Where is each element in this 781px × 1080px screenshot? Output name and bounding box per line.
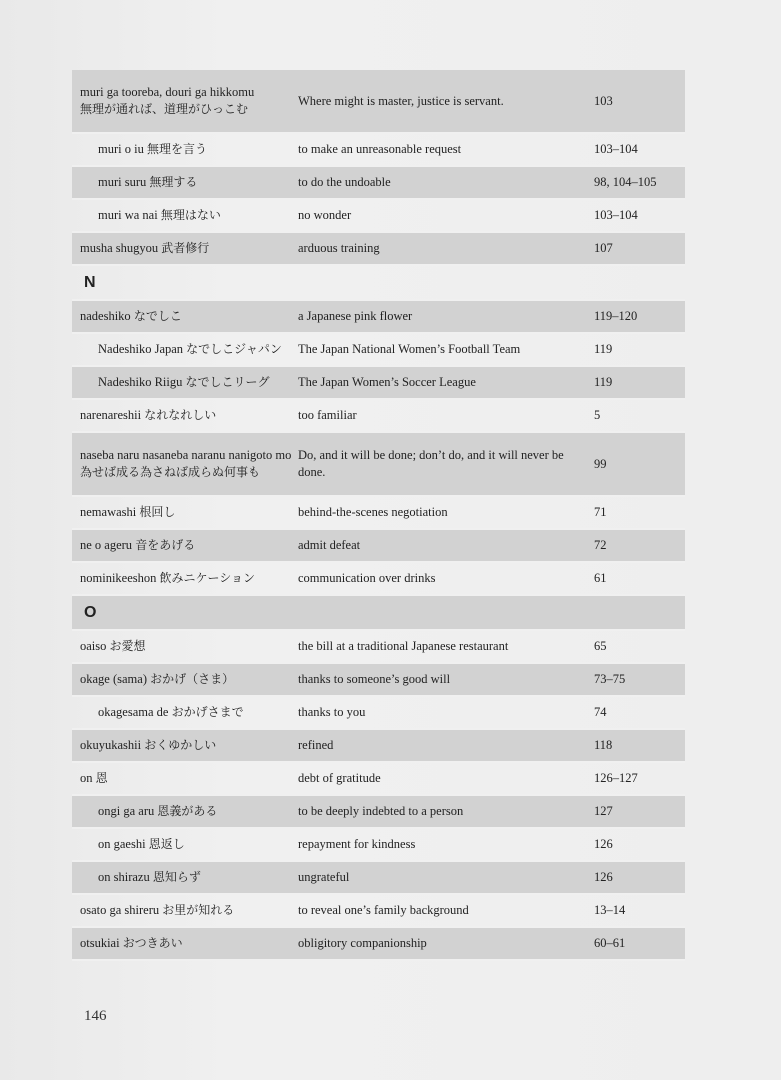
entry-japanese: お里が知れる bbox=[162, 903, 235, 917]
index-entry-row bbox=[72, 895, 685, 928]
entry-pages: 103–104 bbox=[594, 142, 638, 156]
entry-japanese: 為せば成る為さねば成らぬ何事も bbox=[80, 465, 261, 479]
entry-romaji: musha shugyou bbox=[80, 241, 159, 255]
entry-meaning: The Japan National Women’s Football Team bbox=[298, 342, 521, 356]
entry-romaji: muri ga tooreba, douri ga hikkomu bbox=[80, 85, 255, 99]
entry-term bbox=[72, 341, 298, 358]
entry-pages: 60–61 bbox=[594, 936, 626, 950]
index-entry-row bbox=[72, 763, 685, 796]
entry-japanese: 恩知らず bbox=[152, 870, 201, 884]
entry-pages: 126 bbox=[594, 870, 613, 884]
entry-meaning: repayment for kindness bbox=[298, 837, 416, 851]
index-entry-row bbox=[72, 167, 685, 200]
entry-japanese: おかげ（さま） bbox=[150, 672, 235, 686]
entry-meaning: too familiar bbox=[298, 408, 357, 422]
section-letter: O bbox=[72, 596, 685, 631]
entry-pages: 119 bbox=[594, 375, 613, 389]
entry-romaji: otsukiai bbox=[80, 936, 120, 950]
entry-pages: 98, 104–105 bbox=[594, 175, 657, 189]
entry-meaning: refined bbox=[298, 738, 334, 752]
entry-romaji: okagesama de bbox=[98, 705, 169, 719]
entry-romaji: osato ga shireru bbox=[80, 903, 160, 917]
entry-japanese: 恩義がある bbox=[157, 804, 218, 818]
entry-japanese: 無理はない bbox=[160, 208, 221, 222]
entry-romaji: okage (sama) bbox=[80, 672, 147, 686]
glossary-table bbox=[72, 70, 685, 961]
entry-pages: 72 bbox=[594, 538, 607, 552]
entry-pages: 5 bbox=[594, 408, 601, 422]
entry-meaning: Do, and it will be done; don’t do, and it will never be done. bbox=[298, 448, 564, 479]
entry-japanese: おつきあい bbox=[122, 936, 183, 950]
index-entry-row bbox=[72, 367, 685, 400]
entry-term bbox=[72, 836, 298, 853]
entry-japanese: なれなれしい bbox=[144, 408, 217, 422]
entry-pages: 65 bbox=[594, 639, 607, 653]
entry-pages: 103–104 bbox=[594, 208, 638, 222]
index-entry-row bbox=[72, 301, 685, 334]
entry-romaji: oaiso bbox=[80, 639, 107, 653]
index-entry-row bbox=[72, 334, 685, 367]
entry-japanese: 無理する bbox=[149, 175, 198, 189]
entry-meaning: debt of gratitude bbox=[298, 771, 381, 785]
entry-term bbox=[72, 504, 298, 521]
entry-meaning: behind-the-scenes negotiation bbox=[298, 505, 448, 519]
index-entry-row bbox=[72, 563, 685, 596]
entry-japanese: おかげさまで bbox=[171, 705, 244, 719]
entry-pages: 71 bbox=[594, 505, 607, 519]
entry-romaji: muri suru bbox=[98, 175, 147, 189]
entry-term bbox=[72, 240, 298, 257]
entry-meaning: obligitory companionship bbox=[298, 936, 427, 950]
entry-pages: 61 bbox=[594, 571, 607, 585]
entry-japanese: なでしこジャパン bbox=[186, 342, 282, 356]
entry-term bbox=[72, 671, 298, 688]
entry-romaji: naseba naru nasaneba naranu nanigoto mo bbox=[80, 448, 292, 462]
entry-meaning: ungrateful bbox=[298, 870, 350, 884]
entry-term bbox=[72, 174, 298, 191]
entry-meaning: Where might is master, justice is servant. bbox=[298, 93, 504, 108]
entry-term bbox=[72, 737, 298, 754]
entry-term bbox=[72, 935, 298, 952]
entry-term bbox=[72, 407, 298, 424]
entry-meaning: thanks to you bbox=[298, 705, 366, 719]
entry-pages: 126 bbox=[594, 837, 613, 851]
index-entry-row bbox=[72, 664, 685, 697]
index-entry-row bbox=[72, 928, 685, 961]
entry-romaji: okuyukashii bbox=[80, 738, 142, 752]
index-entry-row bbox=[72, 134, 685, 167]
entry-romaji: nadeshiko bbox=[80, 309, 131, 323]
entry-pages: 107 bbox=[594, 241, 613, 255]
entry-meaning: the bill at a traditional Japanese restaurant bbox=[298, 639, 509, 653]
entry-romaji: nemawashi bbox=[80, 505, 137, 519]
entry-term bbox=[72, 902, 298, 919]
index-entry-row bbox=[72, 829, 685, 862]
entry-japanese: なでしこリーグ bbox=[185, 375, 270, 389]
index-entry-row bbox=[72, 200, 685, 233]
section-letter: N bbox=[72, 266, 685, 301]
index-entry-row bbox=[72, 70, 685, 134]
entry-japanese: なでしこ bbox=[133, 309, 182, 323]
entry-pages: 119–120 bbox=[594, 309, 638, 323]
index-entry-row bbox=[72, 697, 685, 730]
entry-term bbox=[72, 141, 298, 158]
entry-japanese: お愛想 bbox=[109, 639, 146, 653]
entry-term bbox=[72, 803, 298, 820]
page-number: 146 bbox=[84, 1008, 107, 1024]
index-entry-row bbox=[72, 631, 685, 664]
entry-pages: 99 bbox=[594, 456, 607, 471]
entry-pages: 13–14 bbox=[594, 903, 626, 917]
entry-romaji: on bbox=[80, 771, 93, 785]
entry-term bbox=[72, 374, 298, 391]
entry-term bbox=[72, 207, 298, 224]
entry-term bbox=[72, 704, 298, 721]
index-entry-row bbox=[72, 433, 685, 497]
entry-japanese: 音をあげる bbox=[135, 538, 196, 552]
entry-pages: 127 bbox=[594, 804, 613, 818]
entry-term bbox=[72, 638, 298, 655]
entry-meaning: arduous training bbox=[298, 241, 380, 255]
index-entry-row bbox=[72, 497, 685, 530]
entry-japanese: 根回し bbox=[139, 505, 176, 519]
entry-pages: 119 bbox=[594, 342, 613, 356]
entry-term bbox=[72, 308, 298, 325]
entry-meaning: a Japanese pink flower bbox=[298, 309, 413, 323]
entry-meaning: admit defeat bbox=[298, 538, 361, 552]
entry-japanese: 武者修行 bbox=[161, 241, 210, 255]
index-entry-row bbox=[72, 400, 685, 433]
index-entry-row bbox=[72, 730, 685, 763]
entry-romaji: Nadeshiko Riigu bbox=[98, 375, 183, 389]
entry-term bbox=[72, 770, 298, 787]
entry-term bbox=[72, 570, 298, 587]
entry-romaji: Nadeshiko Japan bbox=[98, 342, 184, 356]
entry-term bbox=[72, 537, 298, 554]
entry-term bbox=[72, 447, 298, 481]
entry-romaji: on shirazu bbox=[98, 870, 150, 884]
entry-japanese: 無理を言う bbox=[146, 142, 207, 156]
entry-pages: 74 bbox=[594, 705, 607, 719]
entry-japanese: おくゆかしい bbox=[144, 738, 217, 752]
entry-meaning: to be deeply indebted to a person bbox=[298, 804, 464, 818]
index-entry-row bbox=[72, 530, 685, 563]
entry-romaji: nominikeeshon bbox=[80, 571, 157, 585]
entry-meaning: thanks to someone’s good will bbox=[298, 672, 451, 686]
entry-romaji: muri o iu bbox=[98, 142, 144, 156]
index-entry-row bbox=[72, 233, 685, 266]
entry-meaning: communication over drinks bbox=[298, 571, 436, 585]
entry-meaning: to reveal one’s family background bbox=[298, 903, 469, 917]
entry-japanese: 恩返し bbox=[148, 837, 185, 851]
entry-romaji: ongi ga aru bbox=[98, 804, 155, 818]
entry-romaji: ne o ageru bbox=[80, 538, 133, 552]
entry-term bbox=[72, 84, 298, 118]
entry-pages: 118 bbox=[594, 738, 613, 752]
entry-term bbox=[72, 869, 298, 886]
entry-japanese: 恩 bbox=[95, 771, 108, 785]
entry-pages: 73–75 bbox=[594, 672, 626, 686]
entry-meaning: The Japan Women’s Soccer League bbox=[298, 375, 476, 389]
entry-meaning: to do the undoable bbox=[298, 175, 391, 189]
entry-japanese: 飲みニケーション bbox=[159, 571, 256, 585]
entry-pages: 126–127 bbox=[594, 771, 638, 785]
entry-romaji: muri wa nai bbox=[98, 208, 158, 222]
entry-romaji: on gaeshi bbox=[98, 837, 146, 851]
entry-romaji: narenareshii bbox=[80, 408, 142, 422]
entry-pages: 103 bbox=[594, 93, 613, 108]
entry-japanese: 無理が通れば、道理がひっこむ bbox=[80, 102, 249, 116]
entry-meaning: to make an unreasonable request bbox=[298, 142, 462, 156]
index-entry-row bbox=[72, 862, 685, 895]
index-entry-row bbox=[72, 796, 685, 829]
entry-meaning: no wonder bbox=[298, 208, 352, 222]
